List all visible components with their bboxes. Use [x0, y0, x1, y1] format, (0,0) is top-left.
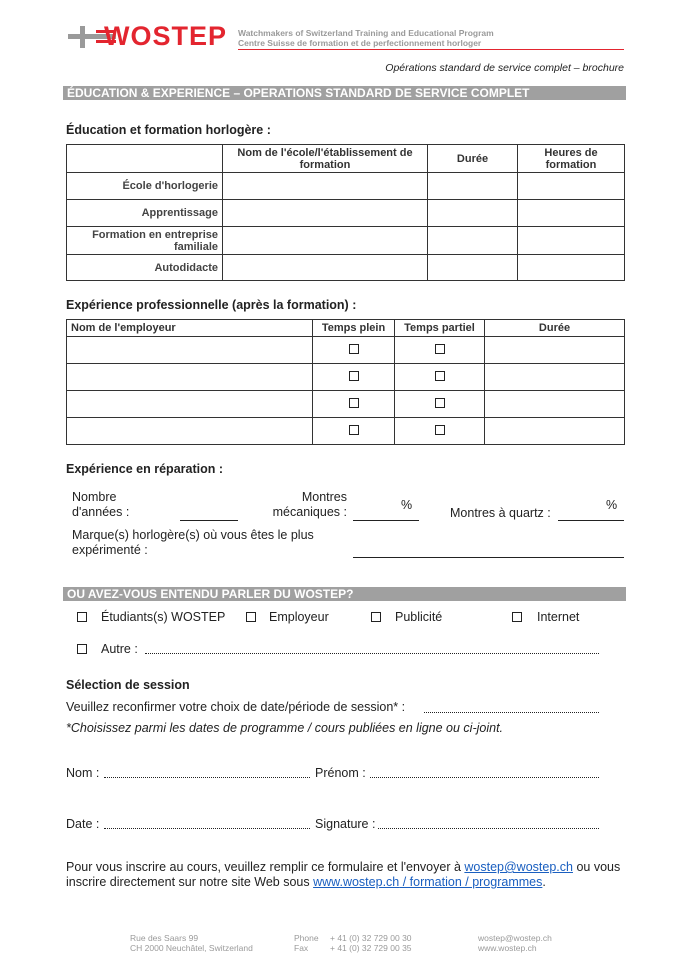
employer-cell[interactable] [67, 364, 313, 391]
firstname-label: Prénom : [315, 766, 366, 780]
logo [66, 22, 228, 52]
table-row [67, 418, 625, 445]
experience-duration-cell[interactable] [485, 364, 625, 391]
years-input[interactable] [180, 520, 238, 521]
parttime-checkbox[interactable] [435, 371, 445, 381]
parttime-checkbox[interactable] [435, 425, 445, 435]
document-subtitle: Opérations standard de service complet – brochure [385, 62, 624, 74]
education-duration-cell[interactable] [428, 200, 518, 227]
table-row [67, 364, 625, 391]
education-hours-cell[interactable] [518, 200, 625, 227]
experience-col-parttime: Temps partiel [395, 320, 485, 337]
source-checkbox-employer[interactable] [246, 612, 256, 622]
date-input[interactable] [104, 828, 310, 829]
education-col-hours: Heures de formation [518, 145, 625, 173]
website-link[interactable]: www.wostep.ch [313, 875, 400, 889]
education-table [66, 144, 625, 281]
education-col-school: Nom de l'école/l'établissement de formation [223, 145, 428, 173]
mech-label: Montres mécaniques : [272, 490, 347, 519]
experience-col-employer: Nom de l'employeur [67, 320, 313, 337]
table-row [67, 337, 625, 364]
footer-address-2: CH 2000 Neuchâtel, Switzerland [130, 943, 253, 953]
experience-duration-cell[interactable] [485, 418, 625, 445]
source-checkbox-advertising[interactable] [371, 612, 381, 622]
section-bar-source: OU AVEZ-VOUS ENTENDU PARLER DU WOSTEP? [63, 587, 626, 601]
source-checkbox-students[interactable] [77, 612, 87, 622]
education-row-label: Autodidacte [67, 255, 223, 281]
mech-percent-input[interactable] [353, 520, 419, 521]
experience-col-fulltime: Temps plein [313, 320, 395, 337]
brands-label: Marque(s) horlogère(s) où vous êtes le plus expérimenté : [72, 528, 314, 557]
session-heading: Sélection de session [66, 678, 190, 692]
signature-input[interactable] [378, 828, 599, 829]
fulltime-checkbox[interactable] [349, 425, 359, 435]
logo-text: WOSTEP [104, 21, 228, 51]
table-row [67, 255, 625, 281]
education-school-cell[interactable] [223, 255, 428, 281]
education-school-cell[interactable] [223, 173, 428, 200]
education-duration-cell[interactable] [428, 173, 518, 200]
table-row [67, 391, 625, 418]
employer-cell[interactable] [67, 418, 313, 445]
education-duration-cell[interactable] [428, 227, 518, 255]
source-checkbox-internet[interactable] [512, 612, 522, 622]
fulltime-checkbox[interactable] [349, 398, 359, 408]
quartz-percent-input[interactable] [558, 520, 624, 521]
session-confirm-label: Veuillez reconfirmer votre choix de date/période de session* : [66, 700, 406, 714]
section-bar-education: ÉDUCATION & EXPERIENCE – OPERATIONS STANDARD DE SERVICE COMPLET [63, 86, 626, 100]
education-school-cell[interactable] [223, 227, 428, 255]
source-label-other: Autre : [101, 642, 138, 656]
quartz-percent-sign: % [606, 498, 618, 512]
experience-duration-cell[interactable] [485, 337, 625, 364]
education-heading: Éducation et formation horlogère : [66, 123, 271, 137]
programs-path-link[interactable]: / formation / programmes [399, 875, 543, 889]
header-rule [238, 49, 624, 50]
education-col-blank [67, 145, 223, 173]
footer-web[interactable]: www.wostep.ch [478, 943, 537, 953]
parttime-checkbox[interactable] [435, 398, 445, 408]
signature-label: Signature : [315, 817, 376, 831]
education-hours-cell[interactable] [518, 255, 625, 281]
closing-text-end: . [542, 875, 546, 889]
quartz-label: Montres à quartz : [450, 506, 551, 520]
employer-cell[interactable] [67, 391, 313, 418]
employer-cell[interactable] [67, 337, 313, 364]
education-hours-cell[interactable] [518, 227, 625, 255]
experience-col-duration: Durée [485, 320, 625, 337]
education-col-duration: Durée [428, 145, 518, 173]
session-input[interactable] [424, 712, 599, 713]
experience-heading: Expérience professionnelle (après la formation) : [66, 298, 357, 312]
education-hours-cell[interactable] [518, 173, 625, 200]
footer-phone: + 41 (0) 32 729 00 30 [330, 933, 412, 943]
footer-phone-label: Phone [294, 933, 319, 943]
years-label: Nombre d'années : [72, 490, 130, 519]
footer-email[interactable]: wostep@wostep.ch [478, 933, 552, 943]
footer-address-1: Rue des Saars 99 [130, 933, 199, 943]
session-note: *Choisissez parmi les dates de programme / cours publiées en ligne ou ci-joint. [66, 721, 504, 735]
repair-heading: Expérience en réparation : [66, 462, 224, 476]
closing-paragraph [66, 860, 631, 890]
source-checkbox-other[interactable] [77, 644, 87, 654]
source-label-advertising: Publicité [395, 610, 443, 624]
fulltime-checkbox[interactable] [349, 344, 359, 354]
closing-text-2: ou vous inscrire directement sur notre site Web sous [66, 860, 621, 889]
date-label: Date : [66, 817, 100, 831]
brands-input[interactable] [353, 557, 624, 558]
experience-table [66, 319, 625, 445]
other-input[interactable] [145, 653, 599, 654]
experience-duration-cell[interactable] [485, 391, 625, 418]
table-row [67, 200, 625, 227]
education-row-label: Formation en entreprise familiale [67, 227, 223, 255]
email-link[interactable]: wostep@wostep.ch [464, 860, 573, 874]
table-row [67, 173, 625, 200]
name-label: Nom : [66, 766, 100, 780]
source-label-internet: Internet [537, 610, 580, 624]
parttime-checkbox[interactable] [435, 344, 445, 354]
name-input[interactable] [104, 777, 310, 778]
education-duration-cell[interactable] [428, 255, 518, 281]
source-label-students: Étudiants(s) WOSTEP [101, 610, 226, 624]
fulltime-checkbox[interactable] [349, 371, 359, 381]
org-name-fr: Centre Suisse de formation et de perfectionnement horloger [238, 38, 482, 48]
education-row-label: Apprentissage [67, 200, 223, 227]
table-row [67, 227, 625, 255]
footer-fax: + 41 (0) 32 729 00 35 [330, 943, 412, 953]
org-name-en: Watchmakers of Switzerland Training and Educational Program [238, 28, 494, 38]
education-school-cell[interactable] [223, 200, 428, 227]
mech-percent-sign: % [401, 498, 413, 512]
closing-text-1: Pour vous inscrire au cours, veuillez remplir ce formulaire et l'envoyer à [66, 860, 465, 874]
education-row-label: École d'horlogerie [67, 173, 223, 200]
footer-fax-label: Fax [294, 943, 309, 953]
source-label-employer: Employeur [269, 610, 329, 624]
firstname-input[interactable] [370, 777, 599, 778]
